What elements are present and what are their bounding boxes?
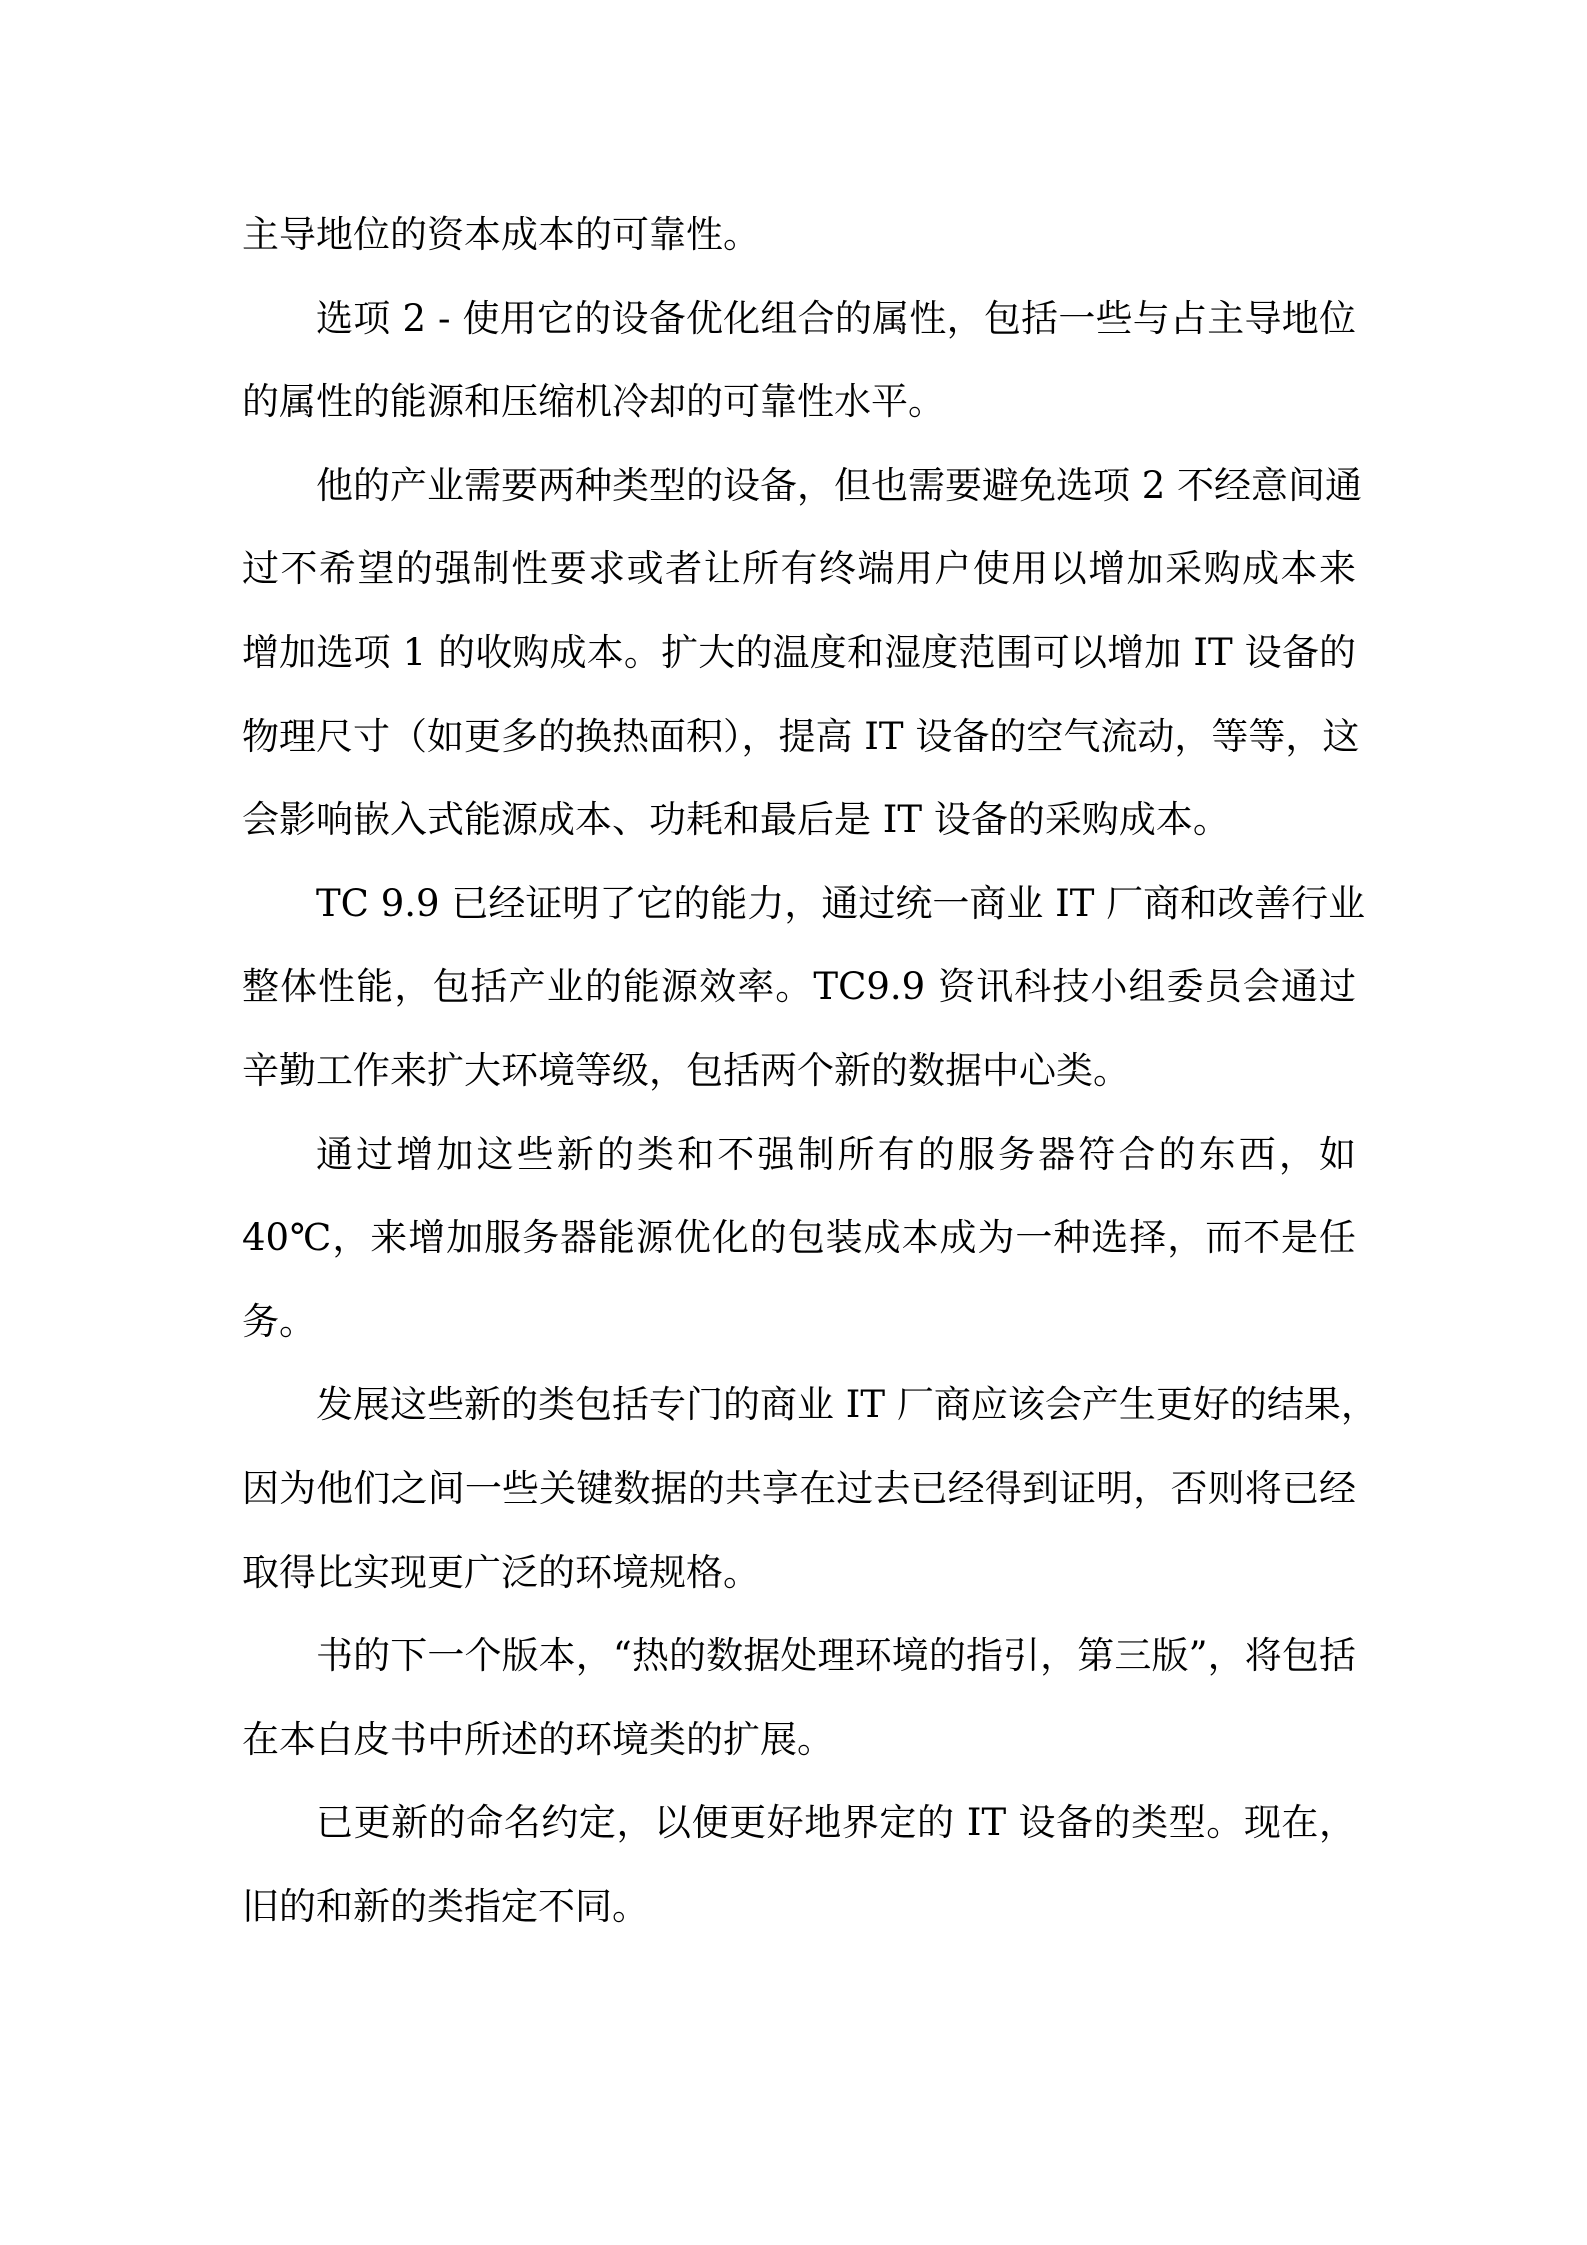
text-line: 整体性能，包括产业的能源效率。TC9.9 资讯科技小组委员会通过: [242, 965, 1356, 1009]
text-line: 书的下一个版本，“热的数据处理环境的指引，第三版”，将包括: [316, 1634, 1356, 1678]
paragraph: [242, 1781, 1356, 1948]
paragraph: [242, 1614, 1356, 1781]
text-line: 选项 2 - 使用它的设备优化组合的属性，包括一些与占主导地位: [316, 296, 1356, 340]
paragraph: [242, 444, 1363, 862]
text-line: 会影响嵌入式能源成本、功耗和最后是 IT 设备的采购成本。: [242, 798, 1230, 842]
text-line: 通过增加这些新的类和不强制所有的服务器符合的东西，如: [316, 1132, 1356, 1176]
text-line: 增加选项 1 的收购成本。扩大的温度和湿度范围可以增加 IT 设备的: [242, 630, 1356, 674]
text-line: 务。: [242, 1299, 316, 1343]
text-line: 40℃，来增加服务器能源优化的包装成本成为一种选择，而不是任: [242, 1216, 1356, 1260]
paragraph: [242, 193, 1356, 277]
text-line: 已更新的命名约定，以便更好地界定的 IT 设备的类型。现在，: [316, 1801, 1356, 1845]
text-line: 辛勤工作来扩大环境等级，包括两个新的数据中心类。: [242, 1048, 1130, 1092]
paragraph: [242, 1363, 1378, 1614]
text-line: 的属性的能源和压缩机冷却的可靠性水平。: [242, 380, 945, 424]
text-line: 主导地位的资本成本的可靠性。: [242, 213, 760, 256]
text-line: 物理尺寸（如更多的换热面积），提高 IT 设备的空气流动，等等，这: [242, 714, 1360, 758]
text-line: 在本白皮书中所述的环境类的扩展。: [242, 1717, 834, 1761]
text-line: 过不希望的强制性要求或者让所有终端用户使用以增加采购成本来: [242, 547, 1356, 591]
paragraph: [242, 862, 1366, 1113]
text-line: TC 9.9 已经证明了它的能力，通过统一商业 IT 厂商和改善行业: [316, 881, 1366, 925]
text-line: 取得比实现更广泛的环境规格。: [242, 1550, 760, 1594]
text-line: 他的产业需要两种类型的设备，但也需要避免选项 2 不经意间通: [316, 463, 1363, 507]
text-line: 发展这些新的类包括专门的商业 IT 厂商应该会产生更好的结果，: [316, 1383, 1378, 1427]
paragraph: [242, 277, 1356, 444]
paragraph: [242, 1113, 1356, 1364]
document-page: [242, 193, 1378, 1948]
text-line: 旧的和新的类指定不同。: [242, 1884, 649, 1928]
text-line: 因为他们之间一些关键数据的共享在过去已经得到证明，否则将已经: [242, 1466, 1356, 1510]
